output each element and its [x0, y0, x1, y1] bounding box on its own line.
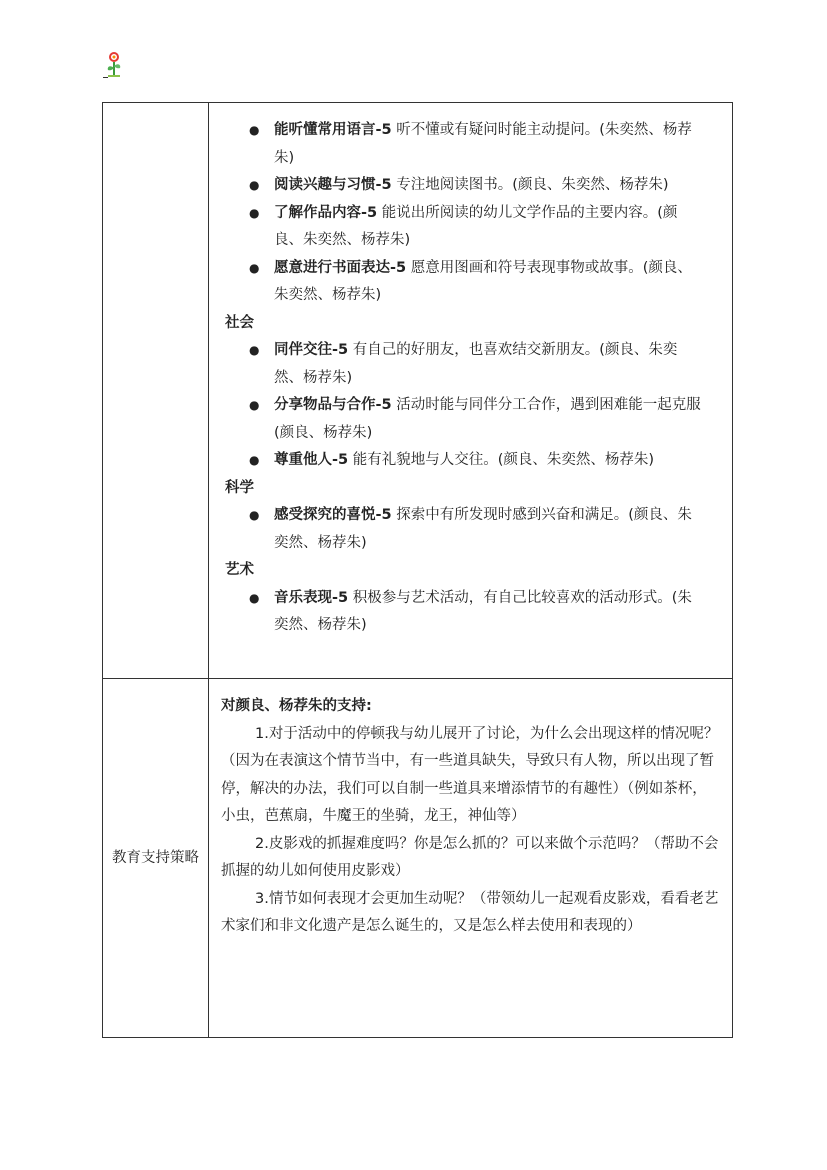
social-goal-list — [225, 337, 716, 475]
section-art-heading: 艺术 — [225, 562, 254, 578]
goal-title: 愿意进行书面表达-5 — [274, 259, 407, 276]
goal-title: 感受探究的喜悦-5 — [274, 507, 392, 523]
bullet-icon: ● — [249, 178, 260, 192]
goal-item — [225, 502, 716, 557]
goal-item — [225, 585, 716, 640]
strategy-paragraph-3: 3.情节如何表现才会更加生动呢？（带领幼儿一起观看皮影戏，看看老艺术家们和非文化遗产是怎么诞生的，又是怎么样去使用和表现的） — [221, 890, 719, 934]
bullet-icon: ● — [249, 453, 260, 467]
section-science-heading: 科学 — [225, 479, 254, 496]
goal-title: 尊重他人-5 — [274, 452, 349, 468]
row-label-empty — [103, 103, 209, 679]
strategy-heading: 对颜良、杨荐朱的支持: — [221, 698, 372, 714]
goal-description: 探索中有所发现时感到兴奋和满足。(颜良、朱奕然、杨荐朱) — [274, 507, 692, 551]
observation-row — [103, 103, 733, 679]
observation-cell — [209, 103, 733, 679]
bullet-icon: ● — [249, 260, 260, 275]
goal-description: 愿意用图画和符号表现事物或故事。(颜良、朱奕然、杨荐朱) — [274, 259, 692, 303]
observation-table — [102, 102, 733, 1038]
goal-item — [225, 392, 716, 447]
goal-description: 有自己的好朋友，也喜欢结交新朋友。(颜良、朱奕然、杨荐朱) — [274, 342, 678, 386]
goal-description: 能有礼貌地与人交往。(颜良、朱奕然、杨荐朱) — [348, 452, 655, 468]
bullet-icon: ● — [249, 508, 260, 522]
goal-item — [225, 255, 716, 310]
kindergarten-logo-icon — [104, 50, 124, 78]
strategy-row — [103, 679, 733, 1038]
goal-description: 听不懂或有疑问时能主动提问。(朱奕然、杨荐朱) — [274, 122, 692, 166]
strategy-paragraph-1: 1.对于活动中的停顿我与幼儿展开了讨论，为什么会出现这样的情况呢？（因为在表演这个情节当中，有一些道具缺失，导致只有人物，所以出现了暂停，解决的办法，我们可以自制一些道具来增添情节的有趣性）（例如茶杯，小虫，芭蕉扇，牛魔王的坐骑，龙王，神仙等） — [221, 725, 719, 824]
header-mark — [103, 77, 108, 78]
goal-item — [225, 200, 716, 255]
strategy-label-cell — [103, 679, 209, 1038]
goal-description: 活动时能与同伴分工合作，遇到困难能一起克服(颜良、杨荐朱) — [274, 397, 701, 441]
goal-title: 了解作品内容-5 — [274, 204, 378, 221]
goal-description: 专注地阅读图书。(颜良、朱奕然、杨荐朱) — [391, 177, 669, 193]
bullet-icon: ● — [249, 590, 260, 605]
strategy-label: 教育支持策略 — [112, 849, 199, 866]
section-social-heading: 社会 — [225, 314, 254, 331]
bullet-icon: ● — [249, 343, 260, 357]
goal-item — [225, 117, 716, 172]
strategy-cell — [209, 679, 733, 1038]
art-goal-list — [225, 585, 716, 640]
goal-title: 能听懂常用语言-5 — [274, 122, 392, 138]
goal-description: 积极参与艺术活动，有自己比较喜欢的活动形式。(朱奕然、杨荐朱) — [274, 589, 692, 633]
goal-title: 同伴交往-5 — [274, 342, 349, 358]
goal-item — [225, 447, 716, 475]
goal-title: 分享物品与合作-5 — [274, 397, 392, 413]
goal-title: 音乐表现-5 — [274, 589, 349, 606]
bullet-icon: ● — [249, 123, 260, 137]
science-goal-list — [225, 502, 716, 557]
bullet-icon: ● — [249, 398, 260, 412]
goal-item — [225, 337, 716, 392]
goal-description: 能说出所阅读的幼儿文学作品的主要内容。(颜良、朱奕然、杨荐朱) — [274, 204, 678, 248]
goal-item — [225, 172, 716, 200]
bullet-icon: ● — [249, 205, 260, 220]
goal-title: 阅读兴趣与习惯-5 — [274, 177, 392, 193]
language-goal-list — [225, 117, 716, 310]
strategy-paragraph-2: 2.皮影戏的抓握难度吗？你是怎么抓的？可以来做个示范吗？（帮助不会抓握的幼儿如何使用皮影戏） — [221, 835, 719, 879]
